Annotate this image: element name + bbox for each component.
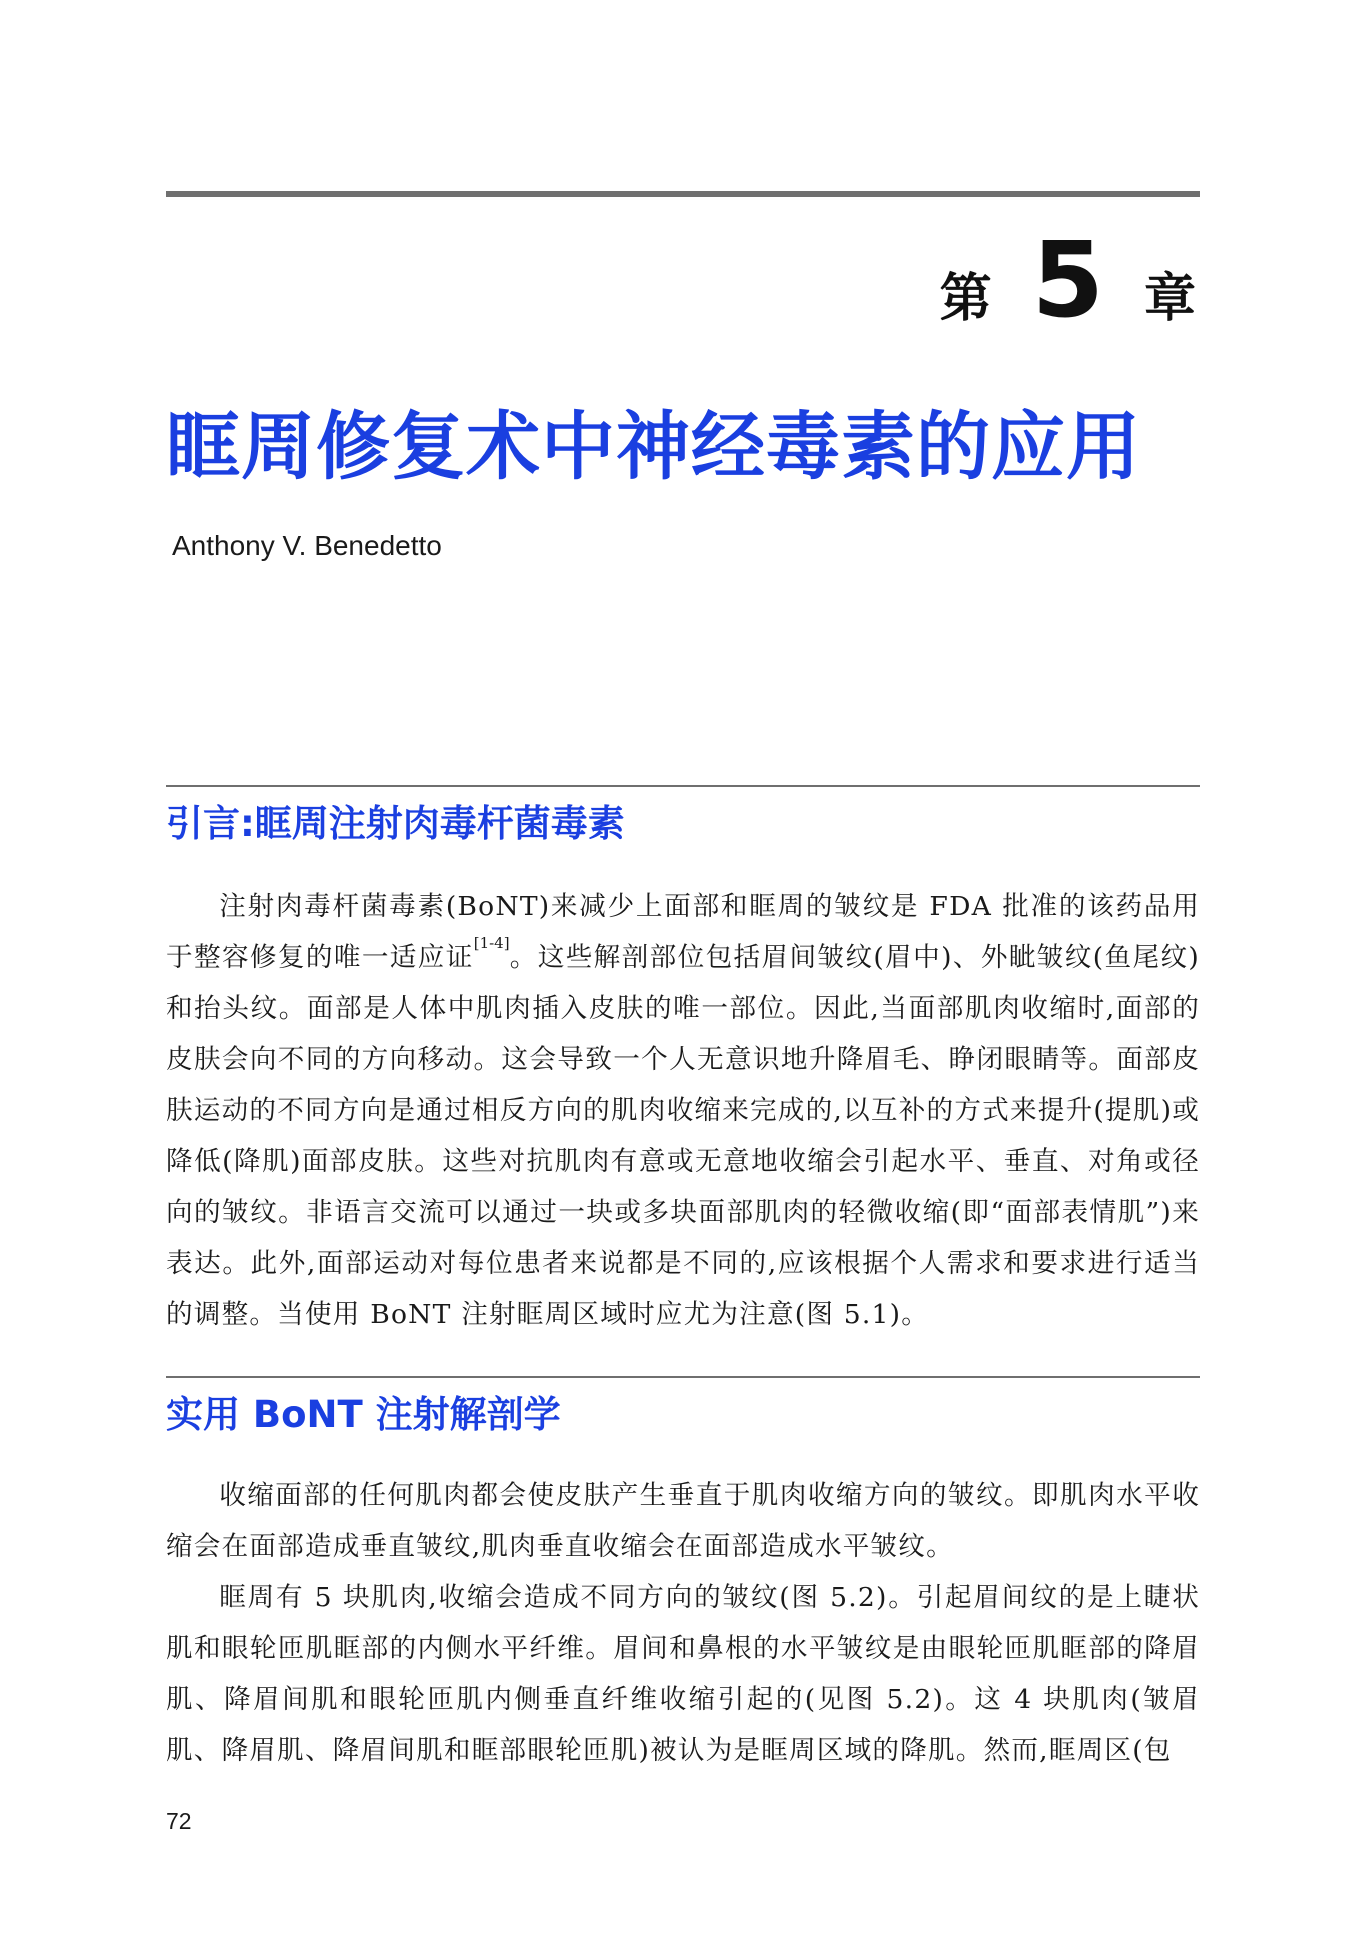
section-heading-intro: 引言:眶周注射肉毒杆菌毒素 [166,802,625,845]
chapter-label [939,219,1196,341]
section-rule-intro [166,785,1200,787]
paragraph-intro [166,881,1200,1340]
page-number: 72 [166,1808,192,1834]
chapter-prefix: 第 [939,269,992,329]
paragraph-anatomy-1: 收缩面部的任何肌肉都会使皮肤产生垂直于肌肉收缩方向的皱纹。即肌肉水平收缩会在面部造成垂直皱纹,肌肉垂直收缩会在面部造成水平皱纹。 [166,1480,1200,1562]
chapter-title: 眶周修复术中神经毒素的应用 [166,404,1141,490]
section-heading-anatomy: 实用 BoNT 注射解剖学 [166,1393,561,1436]
citation-ref: [1-4] [473,934,510,952]
paragraph-text: 注射肉毒杆菌毒素(BoNT)来减少上面部和眶周的皱纹是 FDA 批准的该药品用于整容修复的唯一适应证 [166,891,1200,973]
author: Anthony V. Benedetto [172,530,442,561]
chapter-number: 5 [1031,219,1104,341]
paragraph-anatomy-2: 眶周有 5 块肌肉,收缩会造成不同方向的皱纹(图 5.2)。引起眉间纹的是上睫状肌和眼轮匝肌眶部的内侧水平纤维。眉间和鼻根的水平皱纹是由眼轮匝肌眶部的降眉肌、降眉间肌和眼轮匝肌内侧垂直纤维收缩引起的(见图 5.2)。这 4 块肌肉(皱眉肌、降眉肌、降眉间肌和眶部眼轮匝肌)被认为是眶周区域的降肌。然而,眶周区(包 [166,1582,1200,1766]
paragraph-text: 。这些解剖部位包括眉间皱纹(眉中)、外眦皱纹(鱼尾纹)和抬头纹。面部是人体中肌肉插入皮肤的唯一部位。因此,当面部肌肉收缩时,面部的皮肤会向不同的方向移动。这会导致一个人无意识地升降眉毛、睁闭眼睛等。面部皮肤运动的不同方向是通过相反方向的肌肉收缩来完成的,以互补的方式来提升(提肌)或降低(降肌)面部皮肤。这些对抗肌肉有意或无意地收缩会引起水平、垂直、对角或径向的皱纹。非语言交流可以通过一块或多块面部肌肉的轻微收缩(即“面部表情肌”)来表达。此外,面部运动对每位患者来说都是不同的,应该根据个人需求和要求进行适当的调整。当使用 BoNT 注射眶周区域时应尤为注意(图 5.1)。 [166,942,1200,1330]
chapter-suffix: 章 [1143,269,1196,329]
top-rule [166,191,1200,197]
section-rule-anatomy [166,1376,1200,1378]
